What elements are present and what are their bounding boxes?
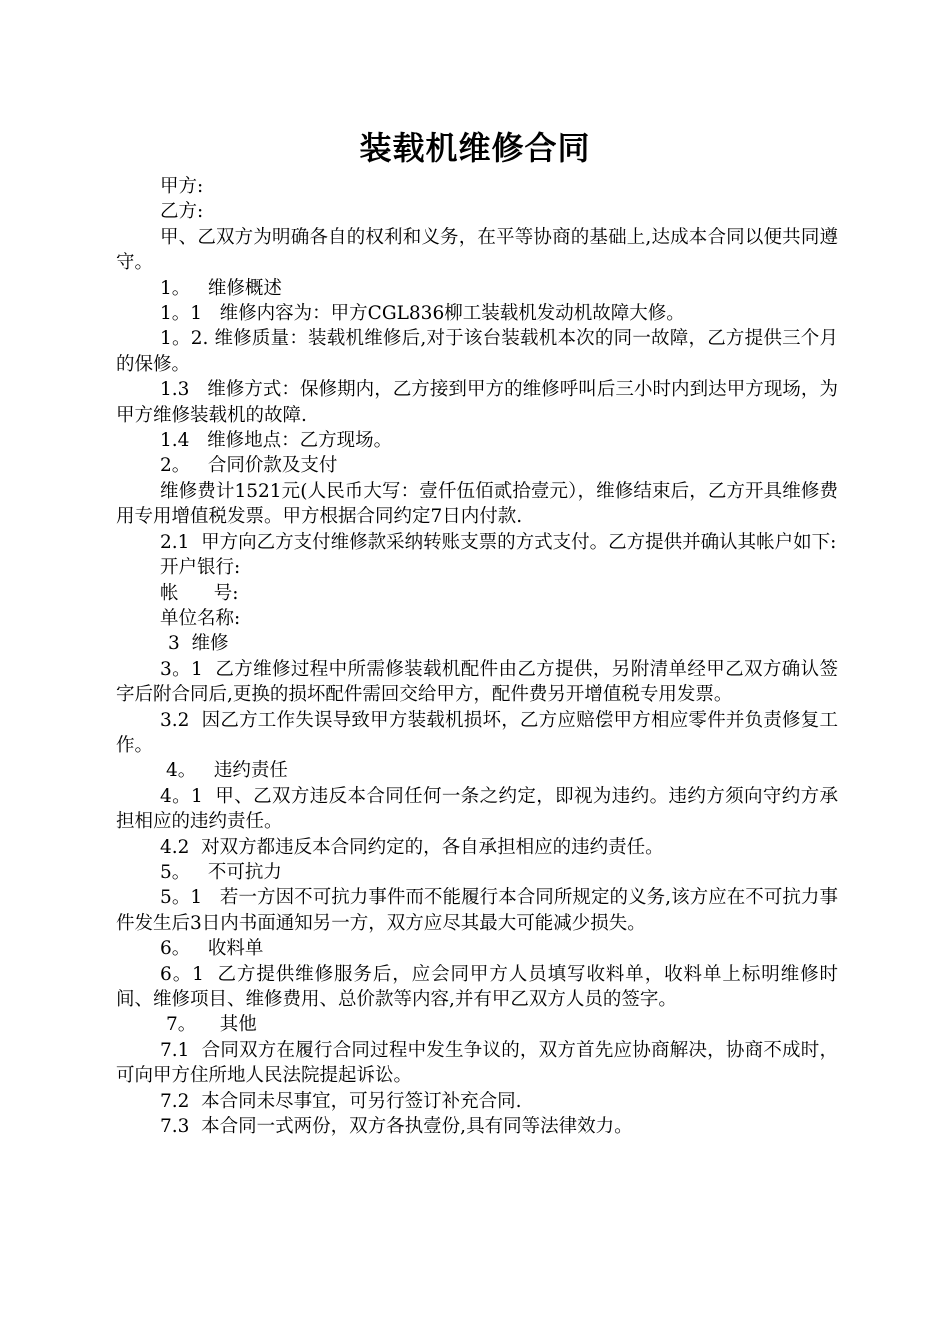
section-5-heading: 5。 不可抗力 [160, 861, 282, 883]
clause-1-4: 1.4 维修地点：乙方现场。 [160, 430, 393, 452]
section-1-heading: 1。 维修概述 [160, 277, 282, 299]
party-b-line: 乙方: [160, 201, 204, 223]
section-6-heading: 6。 收料单 [160, 938, 264, 960]
document-title: 装载机维修合同 [359, 129, 591, 167]
section-2-heading: 2。 合同价款及支付 [160, 455, 338, 477]
clause-7-2: 7.2 本合同未尽事宜，可另行签订补充合同. [160, 1090, 522, 1112]
clause-1-3: 1.3 维修方式：保修期内，乙方接到甲方的维修呼叫后三小时内到达甲方现场，为甲方维修装载机的故障. [116, 379, 838, 426]
payment-amount-paragraph: 维修费计1521元(人民币大写：壹仟伍佰贰拾壹元），维修结束后，乙方开具维修费用专用增值税发票。甲方根据合同约定7日内付款. [116, 480, 838, 528]
clause-7-1: 7.1 合同双方在履行合同过程中发生争议的，双方首先应协商解决，协商不成时，可向甲方住所地人民法院提起诉讼。 [116, 1039, 838, 1087]
clause-6-1: 6。1 乙方提供维修服务后，应会同甲方人员填写收料单，收料单上标明维修时间、维修项目、维修费用、总价款等内容,并有甲乙双方人员的签字。 [116, 963, 838, 1010]
clause-3-1: 3。1 乙方维修过程中所需修装载机配件由乙方提供，另附清单经甲乙双方确认签字后附合同后,更换的损坏配件需回交给甲方，配件费另开增值税专用发票。 [116, 658, 838, 706]
preamble-paragraph: 甲、乙双方为明确各自的权利和义务，在平等协商的基础上,达成本合同以便共同遵守。 [116, 226, 838, 274]
section-3-heading: 3 维修 [168, 633, 229, 655]
section-4-heading: 4。 违约责任 [166, 760, 288, 782]
company-name-line: 单位名称: [160, 607, 241, 629]
document-body [116, 174, 838, 1139]
clause-1-2: 1。2. 维修质量：装载机维修后,对于该台装载机本次的同一故障，乙方提供三个月的保修。 [116, 328, 838, 375]
clause-4-1: 4。1 甲、乙双方违反本合同任何一条之约定，即视为违约。违约方须向守约方承担相应的违约责任。 [116, 785, 838, 833]
account-number-line: 帐 号: [160, 582, 239, 604]
clause-2-1: 2.1 甲方向乙方支付维修款采纳转账支票的方式支付。乙方提供并确认其帐户如下: [160, 531, 837, 553]
party-a-line: 甲方: [160, 176, 204, 197]
clause-7-3: 7.3 本合同一式两份，双方各执壹份,具有同等法律效力。 [160, 1116, 633, 1138]
clause-5-1: 5。1 若一方因不可抗力事件而不能履行本合同所规定的义务,该方应在不可抗力事件发生后3日内书面通知另一方，双方应尽其最大可能减少损失。 [116, 887, 838, 934]
clause-4-2: 4.2 对双方都违反本合同约定的，各自承担相应的违约责任。 [160, 836, 664, 858]
section-7-heading: 7。 其他 [166, 1014, 257, 1036]
clause-3-2: 3.2 因乙方工作失误导致甲方装载机损坏，乙方应赔偿甲方相应零件并负责修复工作。 [116, 709, 838, 756]
clause-1-1: 1。1 维修内容为：甲方CGL836柳工装载机发动机故障大修。 [160, 303, 685, 325]
bank-name-line: 开户银行: [160, 557, 241, 579]
